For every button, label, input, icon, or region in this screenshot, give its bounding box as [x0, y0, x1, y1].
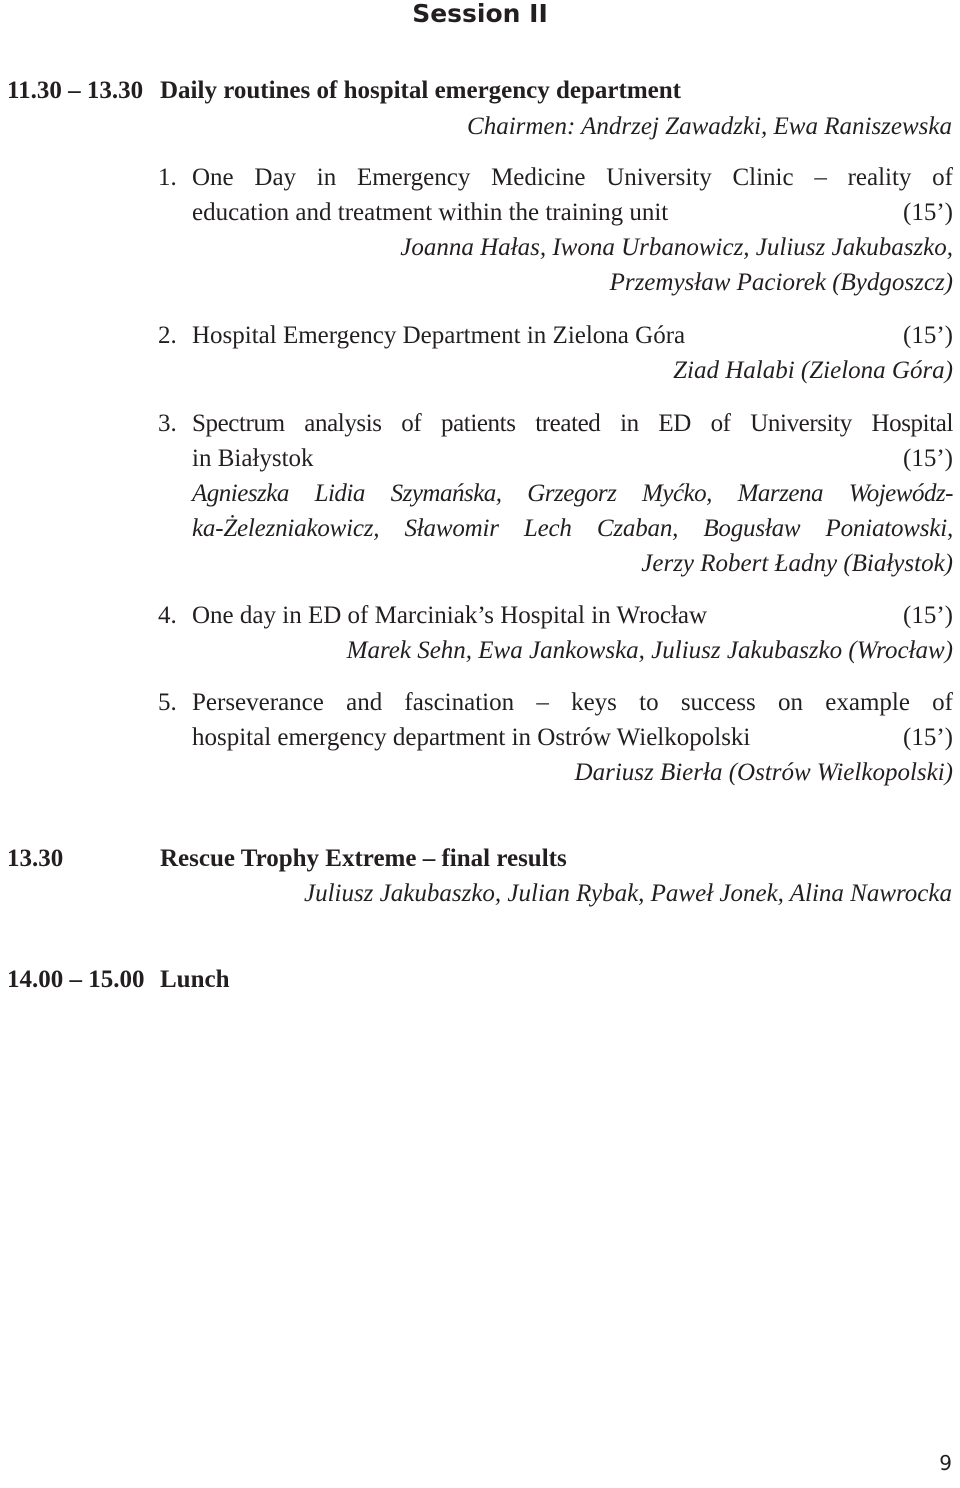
talk-number: 2. — [158, 322, 177, 349]
talk-title-row — [192, 598, 953, 633]
page-number: 9 — [939, 1451, 952, 1475]
chairmen: Chairmen: Andrzej Zawadzki, Ewa Raniszewska — [467, 113, 952, 140]
block-title: Rescue Trophy Extreme – final results — [160, 845, 567, 872]
block-title: Daily routines of hospital emergency department — [160, 77, 682, 104]
talk-title-line: One Day in Emergency Medicine University Clinic – reality of — [192, 164, 953, 191]
talk-title-line: hospital emergency department in Ostrów Wielkopolski — [192, 724, 751, 751]
talk-authors: Przemysław Paciorek (Bydgoszcz) — [609, 269, 953, 296]
talk-title-row — [192, 318, 953, 353]
talk-title-line: in Białystok — [192, 445, 314, 472]
talk-title-line: education and treatment within the training unit — [192, 199, 669, 226]
talk-item — [192, 406, 953, 581]
talk-title-line: Hospital Emergency Department in Zielona Góra — [192, 322, 686, 349]
talk-title-line: Spectrum analysis of patients treated in ED of University Hospital — [192, 410, 953, 437]
talk-title-line: One day in ED of Marciniak’s Hospital in Wrocław — [192, 602, 708, 629]
talk-duration: (15’) — [903, 724, 953, 751]
talk-number: 3. — [158, 410, 177, 437]
talk-item — [192, 160, 953, 300]
talk-duration: (15’) — [903, 602, 953, 629]
talk-item — [192, 598, 953, 668]
talk-authors: Jerzy Robert Ładny (Białystok) — [641, 550, 953, 577]
block-time: 14.00 – 15.00 — [7, 966, 145, 993]
block-title: Lunch — [160, 966, 230, 993]
talk-authors: Marek Sehn, Ewa Jankowska, Juliusz Jakubaszko (Wrocław) — [346, 637, 953, 664]
talk-duration: (15’) — [903, 445, 953, 472]
talk-authors: ka-Żelezniakowicz, Sławomir Lech Czaban, Bogusław Poniatowski, — [192, 515, 953, 542]
talk-authors: Dariusz Bierła (Ostrów Wielkopolski) — [574, 759, 953, 786]
block-authors: Juliusz Jakubaszko, Julian Rybak, Paweł Jonek, Alina Nawrocka — [303, 880, 952, 907]
block-time: 11.30 – 13.30 — [7, 77, 144, 104]
talk-duration: (15’) — [903, 322, 953, 349]
talk-title-row — [192, 720, 953, 755]
talk-number: 4. — [158, 602, 177, 629]
talk-title-line: Perseverance and fascination – keys to success on example of — [192, 689, 953, 716]
talk-number: 5. — [158, 689, 177, 716]
talk-item — [192, 685, 953, 790]
talk-authors: Joanna Hałas, Iwona Urbanowicz, Juliusz Jakubaszko, — [400, 234, 953, 261]
talk-authors: Ziad Halabi (Zielona Góra) — [673, 357, 953, 384]
talk-duration: (15’) — [903, 199, 953, 226]
block-time: 13.30 — [7, 845, 64, 872]
talk-title-row — [192, 195, 953, 230]
talk-title-row — [192, 441, 953, 476]
talk-number: 1. — [158, 164, 177, 191]
session-title: Session II — [412, 0, 548, 28]
talk-authors: Agnieszka Lidia Szymańska, Grzegorz Myćko, Marzena Wojewódz- — [192, 480, 953, 507]
talk-item — [192, 318, 953, 388]
